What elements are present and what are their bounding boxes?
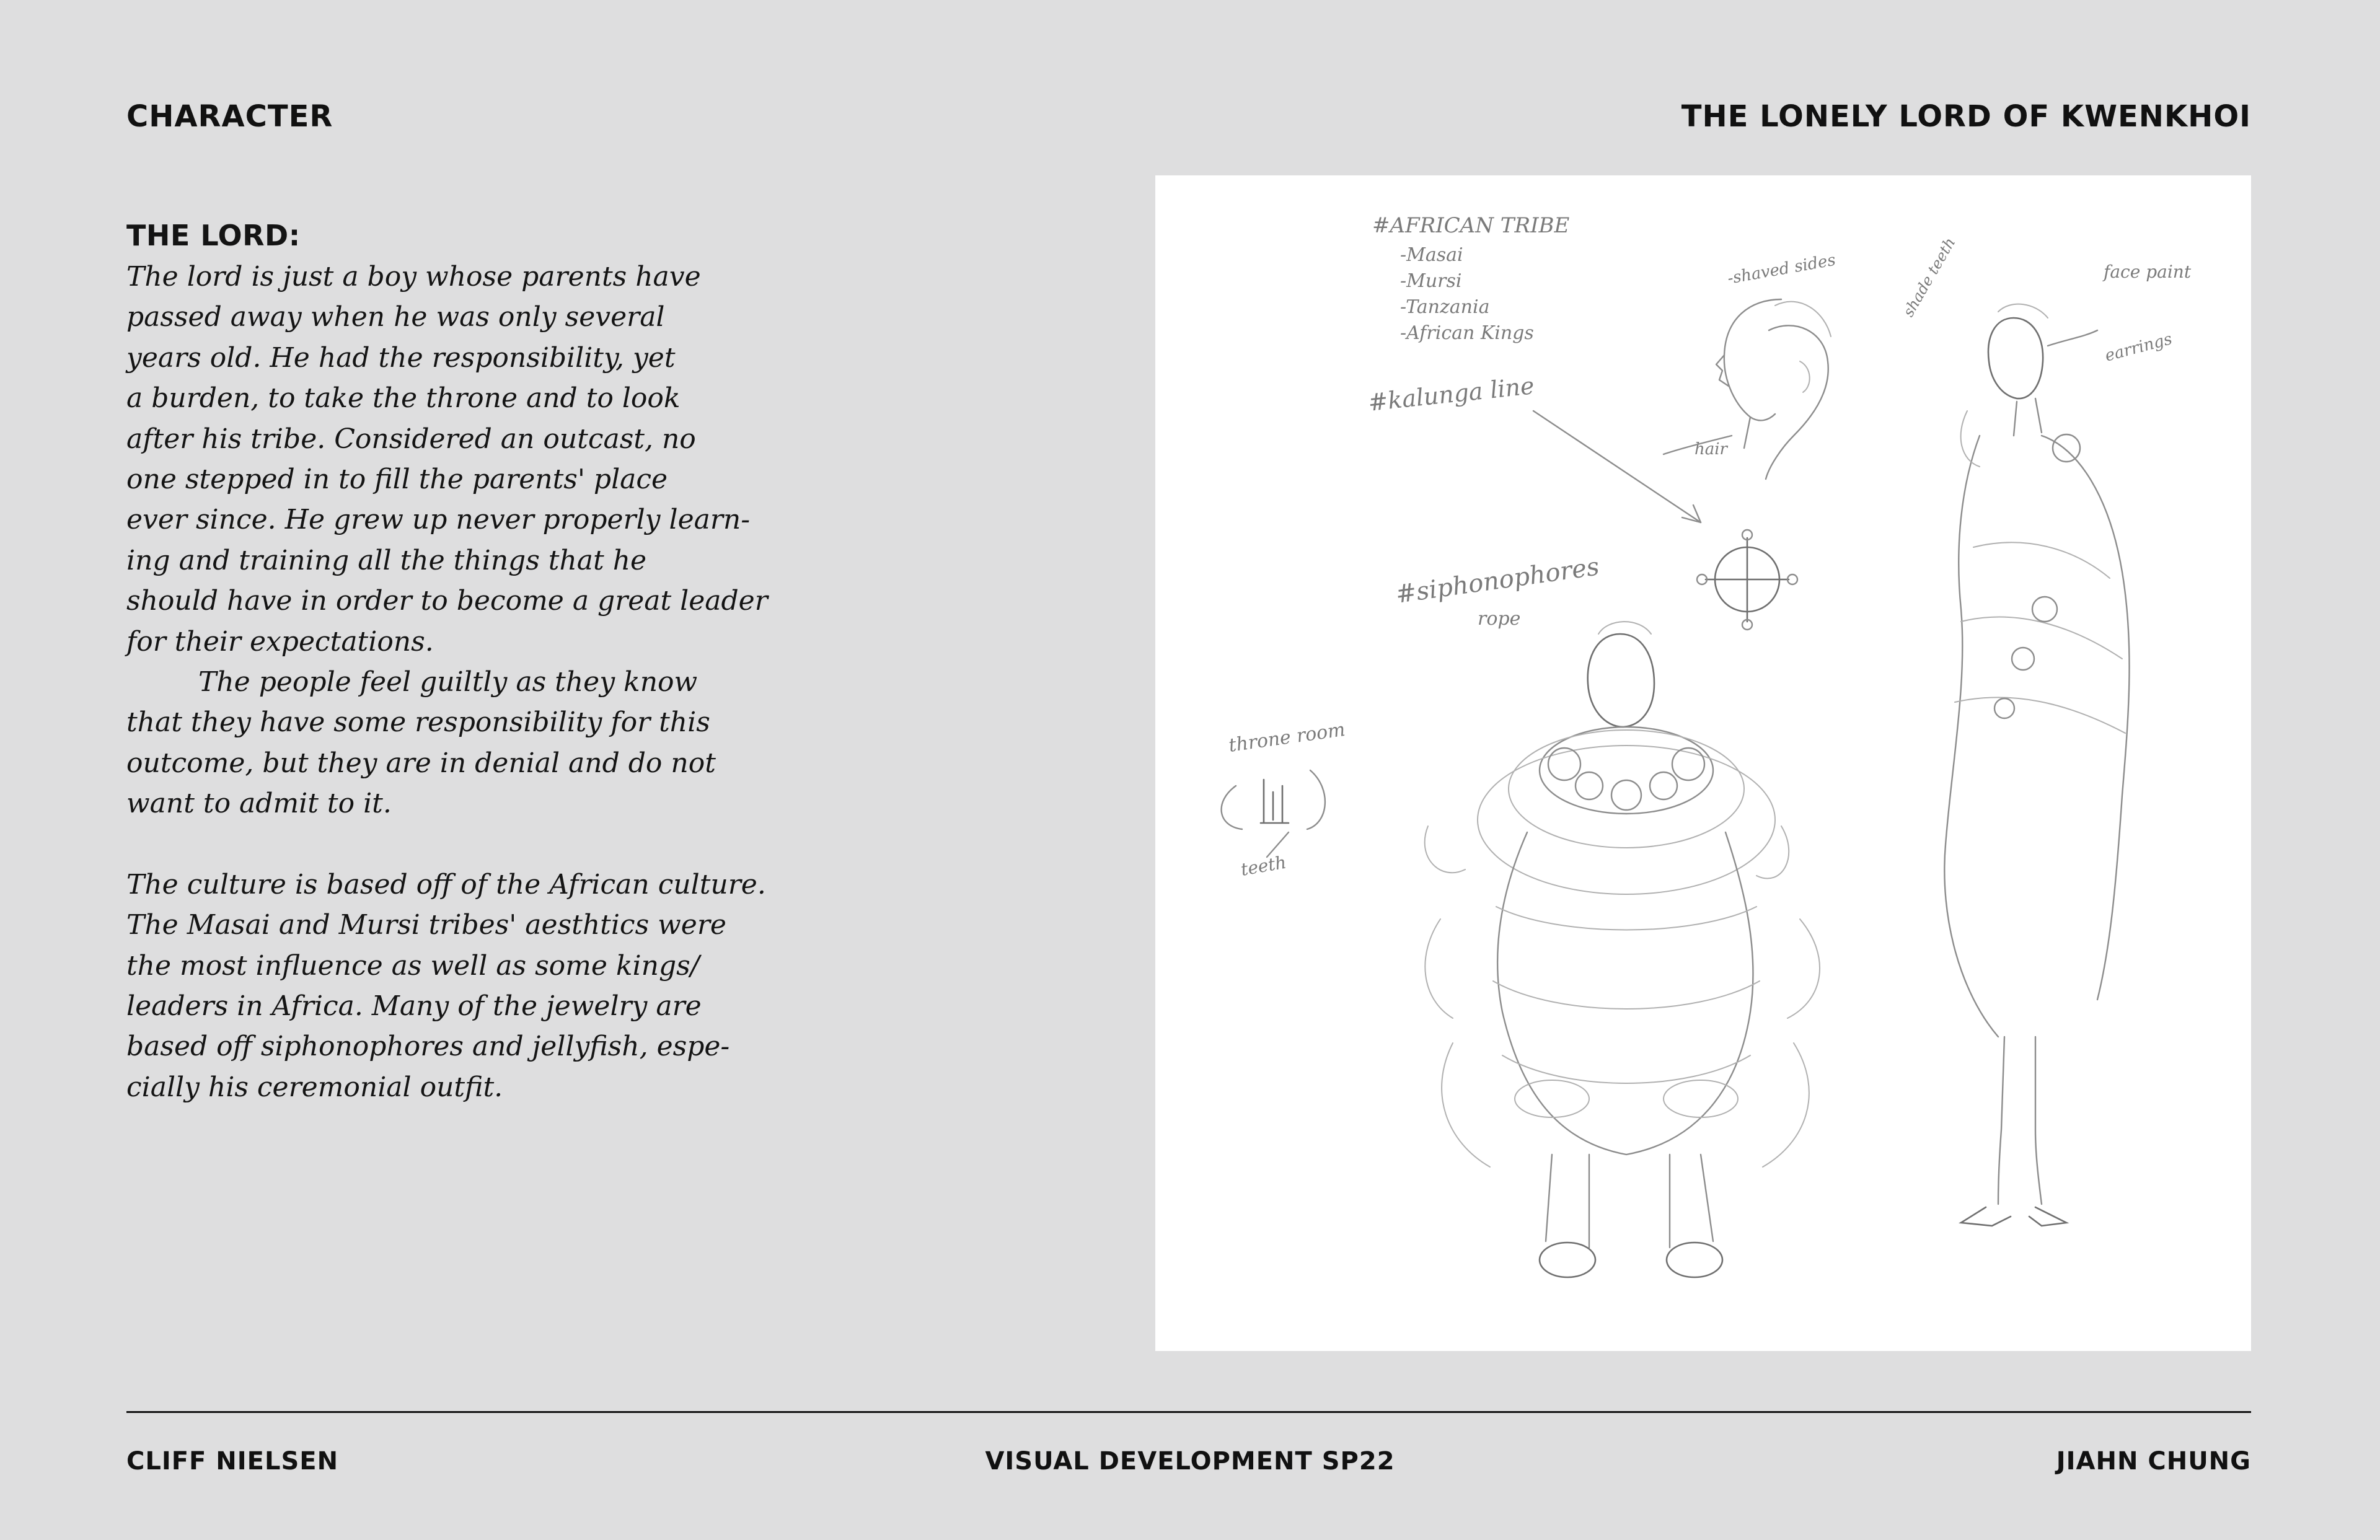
seated-figure-sketch xyxy=(1425,622,1820,1277)
paragraph-1 xyxy=(126,257,858,662)
text-line: a burden, to take the throne and to look xyxy=(126,382,681,415)
arrow-line xyxy=(1533,411,1701,522)
note-tribe-item: -Tanzania xyxy=(1400,296,1490,318)
course-name: VISUAL DEVELOPMENT SP22 xyxy=(985,1447,1395,1476)
text-line: the most influence as well as some kings/ xyxy=(126,949,700,982)
project-title: THE LONELY LORD OF KWENKHOI xyxy=(1681,99,2251,134)
text-line: ing and training all the things that he xyxy=(126,544,647,576)
text-line: passed away when he was only several xyxy=(126,301,665,333)
character-sketch-artwork xyxy=(1155,175,2251,1351)
note-face-paint: face paint xyxy=(2104,262,2192,282)
note-rope: rope xyxy=(1478,608,1521,630)
note-tribe-item: -African Kings xyxy=(1400,322,1534,344)
note-kalunga: #kalunga line xyxy=(1367,372,1536,416)
note-hair: hair xyxy=(1695,440,1727,459)
text-line: want to admit to it. xyxy=(126,788,392,820)
description-column xyxy=(126,214,858,1107)
note-tribe-item: -Mursi xyxy=(1400,270,1462,292)
throne-room-sketch xyxy=(1222,770,1325,857)
author-name: JIAHN CHUNG xyxy=(2056,1447,2251,1476)
text-line: based off siphonophores and jellyfish, espe- xyxy=(126,1031,730,1063)
text-line: years old. He had the responsibility, yet xyxy=(126,341,676,374)
text-line: The Masai and Mursi tribes' aesthtics were xyxy=(126,909,726,941)
text-line: outcome, but they are in denial and do not xyxy=(126,747,716,779)
text-line: one stepped in to fill the parents' place xyxy=(126,464,668,496)
text-line: should have in order to become a great leader xyxy=(126,585,768,617)
text-line: for their expectations. xyxy=(126,625,434,658)
note-shaved-sides: -shaved sides xyxy=(1726,250,1837,288)
text-line: after his tribe. Considered an outcast, no xyxy=(126,423,696,455)
text-line: The culture is based off of the African culture. xyxy=(126,868,766,900)
kalunga-symbol xyxy=(1697,530,1797,630)
note-teeth: teeth xyxy=(1239,851,1288,880)
text-line: The lord is just a boy whose parents have xyxy=(126,261,701,293)
section-title: CHARACTER xyxy=(126,99,333,134)
text-line: leaders in Africa. Many of the jewelry are xyxy=(126,990,702,1022)
instructor-name: CLIFF NIELSEN xyxy=(126,1447,339,1476)
note-throne-room: throne room xyxy=(1227,718,1347,757)
text-line: The people feel guiltly as they know xyxy=(198,666,698,698)
note-earrings: earrings xyxy=(2103,330,2174,366)
paragraph-2 xyxy=(126,662,858,824)
text-line: cially his ceremonial outfit. xyxy=(126,1071,503,1103)
standing-figure-sketch xyxy=(1944,304,2129,1226)
footer-divider xyxy=(126,1411,2251,1413)
sketch-svg xyxy=(1155,175,2251,1351)
note-shade-teeth: shade teeth xyxy=(1899,234,1959,320)
text-line: ever since. He grew up never properly learn- xyxy=(126,504,751,536)
profile-head-sketch xyxy=(1664,299,1831,479)
note-tribe-item: -Masai xyxy=(1400,244,1463,266)
note-tribe-header: #AFRICAN TRIBE xyxy=(1372,213,1570,238)
note-siphonophores: #siphonophores xyxy=(1393,552,1602,609)
paragraph-3 xyxy=(126,865,858,1107)
character-heading: THE LORD: xyxy=(126,219,301,252)
text-line: that they have some responsibility for this xyxy=(126,706,710,739)
